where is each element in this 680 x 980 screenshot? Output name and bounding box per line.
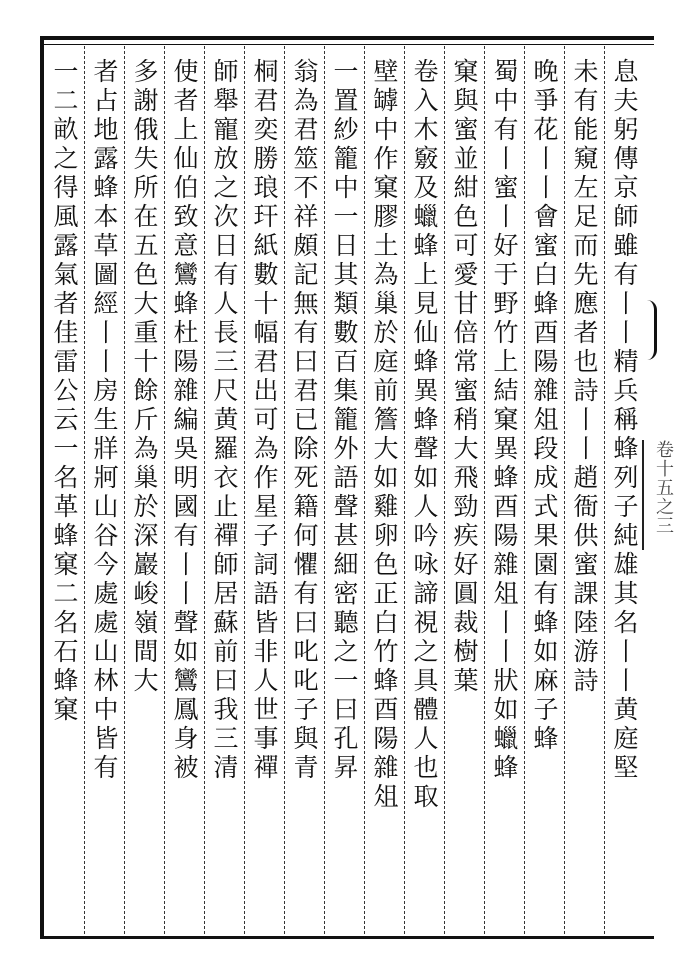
- text-column: 桐君奕勝琅玕紙數十幅君出可為作星子詞語皆非人世事禪: [250, 58, 279, 783]
- top-border-inner: [42, 44, 654, 45]
- text-column: 晚爭花丨丨會蜜白蜂酉陽雜俎段成式果園有蜂如麻子蜂: [530, 58, 559, 754]
- bottom-border: [42, 936, 654, 939]
- top-border: [42, 36, 654, 40]
- text-column: 一置紗籠中一日其類數百集籠外語聲甚細密聽之一曰孔昇: [330, 58, 359, 783]
- text-column: 翁為君筮不祥頗記無有曰君已除死籍何懼有曰叱叱子與青: [290, 58, 319, 783]
- text-column: 息夫躬傳京師雖有丨丨精兵稱蜂列子純雄其名丨丨黄庭堅: [610, 58, 639, 783]
- text-column: 蜀中有丨蜜丨好于野竹上結窠異蜂酉陽雜俎丨丨狀如蠟蜂: [490, 58, 519, 783]
- text-column: 壁罅中作窠膠土為巢於庭前簷大如雞卵色正白竹蜂酉陽雜俎: [370, 58, 399, 812]
- text-column: 窠與蜜並紺色可愛甘倍常蜜稍大飛勁疾好圓裁樹葉: [450, 58, 479, 696]
- text-column: 使者上仙伯致意鸞蜂杜陽雜編吳明國有丨丨聲如鸞鳳身被: [170, 58, 199, 783]
- text-column: 未有能窺左足而先應者也詩丨丨趙衙供蜜課陸游詩: [570, 58, 599, 696]
- text-column: 多謝俄失所在五色大重十餘斤為巢於深巖峻嶺間大: [130, 58, 159, 696]
- text-column: 者占地露蜂本草圖經丨丨房生牂牁山谷今處處山林中皆有: [90, 58, 119, 783]
- margin-label: 卷十五之三: [642, 440, 680, 550]
- text-column: 一二畝之得風露氣者佳雷公云一名革蜂窠二名石蜂窠: [50, 58, 79, 725]
- text-column: 卷入木竅及蠟蜂上見仙蜂異蜂聲如人吟咏諦視之具體人也取: [410, 58, 439, 812]
- text-column: 師舉寵放之次日有人長三尺黄羅衣止禪師居蘇前曰我三清: [210, 58, 239, 783]
